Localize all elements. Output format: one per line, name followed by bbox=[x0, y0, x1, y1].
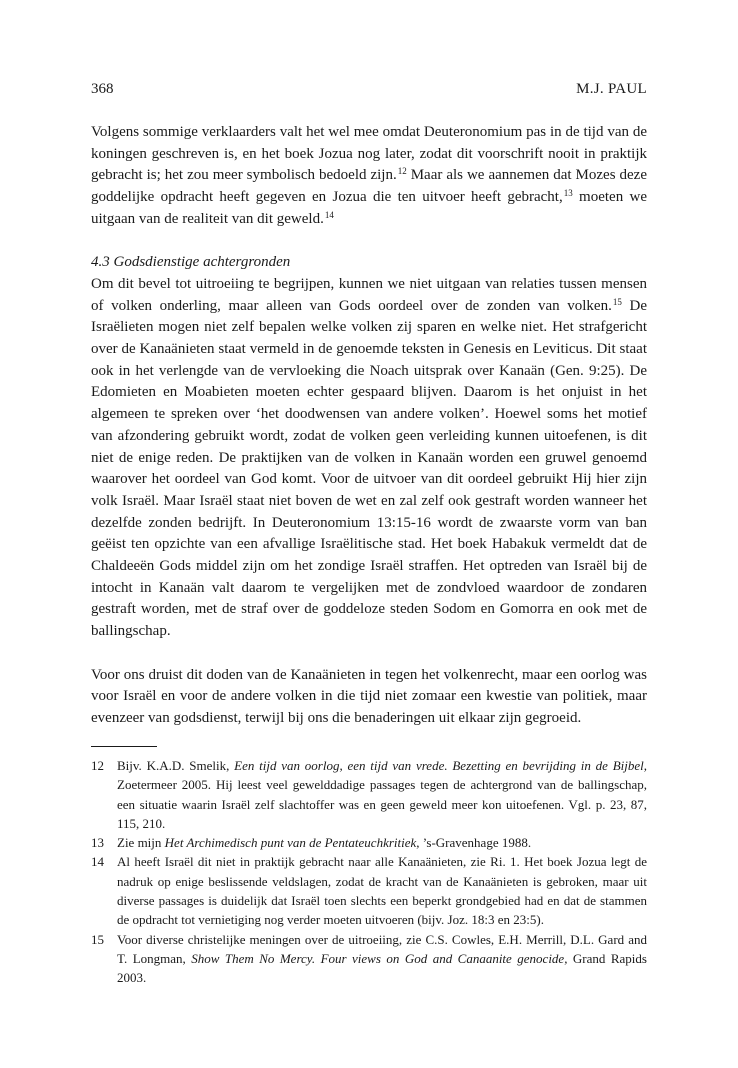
footnote-number: 13 bbox=[91, 835, 104, 851]
footnote-14 bbox=[91, 852, 647, 929]
footnote-cited-title: Show Them No Mercy. Four views on God and Canaanite genocide, bbox=[191, 950, 568, 966]
footnote-12 bbox=[91, 756, 647, 833]
footnote-ref-12[interactable]: 12 bbox=[397, 166, 407, 177]
section-heading: 4.3 Godsdienstige achtergronden bbox=[91, 254, 291, 271]
footnote-cited-title: Het Archimedisch punt van de Pentateuchkritiek, bbox=[164, 835, 420, 851]
footnote-text: Al heeft Israël dit niet in praktijk gebracht naar alle Kanaänieten, zie Ri. 1. Het boek Jozua legt de nadruk op enige beslissende veldslagen, zodat de kracht van de Kanaänieten is gebroken, maar uit diverse passages is duidelijk dat Israël toen slechts een beperkt grondgebied had en dat de stammen de opdracht tot vernietiging nog verder moeten uitvoeren (bijv. Joz. 18:3 en 23:5). bbox=[117, 854, 647, 928]
footnote-text: Zoetermeer 2005. Hij leest veel gewelddadige passages tegen de achtergrond van de ballingschap, een situatie waarin Israël zelf slachtoffer was en geen geweld meer kon uitoefenen. Vgl. p. 23, 87, 115, 210. bbox=[117, 777, 647, 831]
footnote-cited-title: Een tijd van oorlog, een tijd van vrede. Bezetting en bevrijding in de Bijbel, bbox=[234, 758, 647, 773]
paragraph-1 bbox=[91, 122, 647, 231]
page-number: 368 bbox=[91, 81, 114, 97]
paragraph-2 bbox=[91, 274, 647, 643]
footnote-text: ’s-Gravenhage 1988. bbox=[419, 835, 532, 851]
footnote-divider bbox=[91, 746, 157, 747]
footnote-15 bbox=[91, 930, 647, 988]
footnote-13 bbox=[91, 833, 647, 852]
paragraph-gap bbox=[91, 231, 647, 253]
paragraph-2-text-a: Om dit bevel tot uitroeiing te begrijpen, kunnen we niet uitgaan van relaties tussen mensen of volken onderling, maar alleen van Gods oordeel over de zonden van volken. bbox=[91, 275, 647, 314]
running-head-author: M.J. PAUL bbox=[576, 81, 647, 97]
paragraph-1-text-a: Volgens sommige verklaarders valt het wel mee omdat Deuteronomium pas in de tijd van de koningen geschreven is, en het boek Jozua nog later, zodat dit voorschrift nooit in praktijk gebracht is; het zou meer symbolisch bedoeld zijn. bbox=[91, 124, 647, 184]
footnote-text: Voor diverse christelijke meningen over de uitroeiing, zie C.S. Cowles, E.H. Merrill, D.L. Gard and T. Longman, bbox=[117, 931, 647, 966]
running-head bbox=[91, 79, 647, 99]
footnote-text: Grand Rapids 2003. bbox=[117, 950, 647, 986]
footnote-ref-13[interactable]: 13 bbox=[563, 188, 573, 199]
paragraph-1-text-b: Maar als we aannemen dat Mozes deze goddelijke opdracht heeft gegeven en Jozua die ten uitvoer heeft gebracht, bbox=[91, 167, 647, 206]
paragraph-3: Voor ons druist dit doden van de Kanaänieten in tegen het volkenrecht, maar een oorlog was voor Israël en voor de andere volken in die tijd niet zomaar een kwestie van politiek, maar evenzeer van godsdienst, terwijl bij ons die benaderingen uit elkaar zijn gegroeid. bbox=[91, 666, 647, 726]
footnote-number: 15 bbox=[91, 931, 104, 947]
footnote-ref-14[interactable]: 14 bbox=[324, 209, 334, 220]
footnotes bbox=[91, 756, 647, 988]
footnote-text: Zie mijn bbox=[117, 835, 165, 851]
footnote-ref-15[interactable]: 15 bbox=[612, 296, 622, 307]
footnote-text: Bijv. K.A.D. Smelik, bbox=[117, 758, 235, 773]
body-text bbox=[91, 122, 647, 730]
footnote-number: 12 bbox=[91, 758, 104, 773]
footnote-number: 14 bbox=[91, 854, 104, 870]
book-page bbox=[91, 0, 647, 1068]
paragraph-2-text-b: De Israëlieten mogen niet zelf bepalen welke volken zij sparen en welke niet. Het strafgericht over de Kanaänieten staat vermeld in de genoemde teksten in Genesis en Leviticus. Dit staat ook in het verlengde van de vervloeking die Noach uitsprak over Kanaän (Gen. 9:25). De Edomieten en Moabieten moeten echter gespaard blijven. Daarom is het onjuist in het algemeen te spreken over ‘het doodwensen van andere volken’. Hoewel soms het motief van afzondering gebruikt wordt, zodat de volken geen verleiding kunnen uitoefenen, is dit niet de enige reden. De praktijken van de volken in Kanaän worden een gruwel genoemd waarover het oordeel van God komt. Voor de uitvoer van dit oordeel gebruikt Hij hier zijn volk Israël. Maar Israël staat niet boven de wet en zal zelf ook gestraft worden wanneer het dezelfde zonden bedrijft. In Deuteronomium 13:15-16 wordt de zwaarste vorm van ban geëist ten opzichte van een afvallige Israëlitische stad. Het boek Habakuk vermeldt dat de Chaldeeën Gods middel zijn om het zondige Israël straffen. Het optreden van Israël bij de intocht in Kanaän valt daarom te vergelijken met de zondvloed waardoor de zondaren gestraft worden, met de straf over de goddeloze steden Sodom en Gomorra en ook met de ballingschap. bbox=[91, 297, 647, 640]
paragraph-1-text-c: moeten we uitgaan van de realiteit van dit geweld. bbox=[91, 189, 648, 227]
paragraph-gap bbox=[91, 643, 647, 665]
